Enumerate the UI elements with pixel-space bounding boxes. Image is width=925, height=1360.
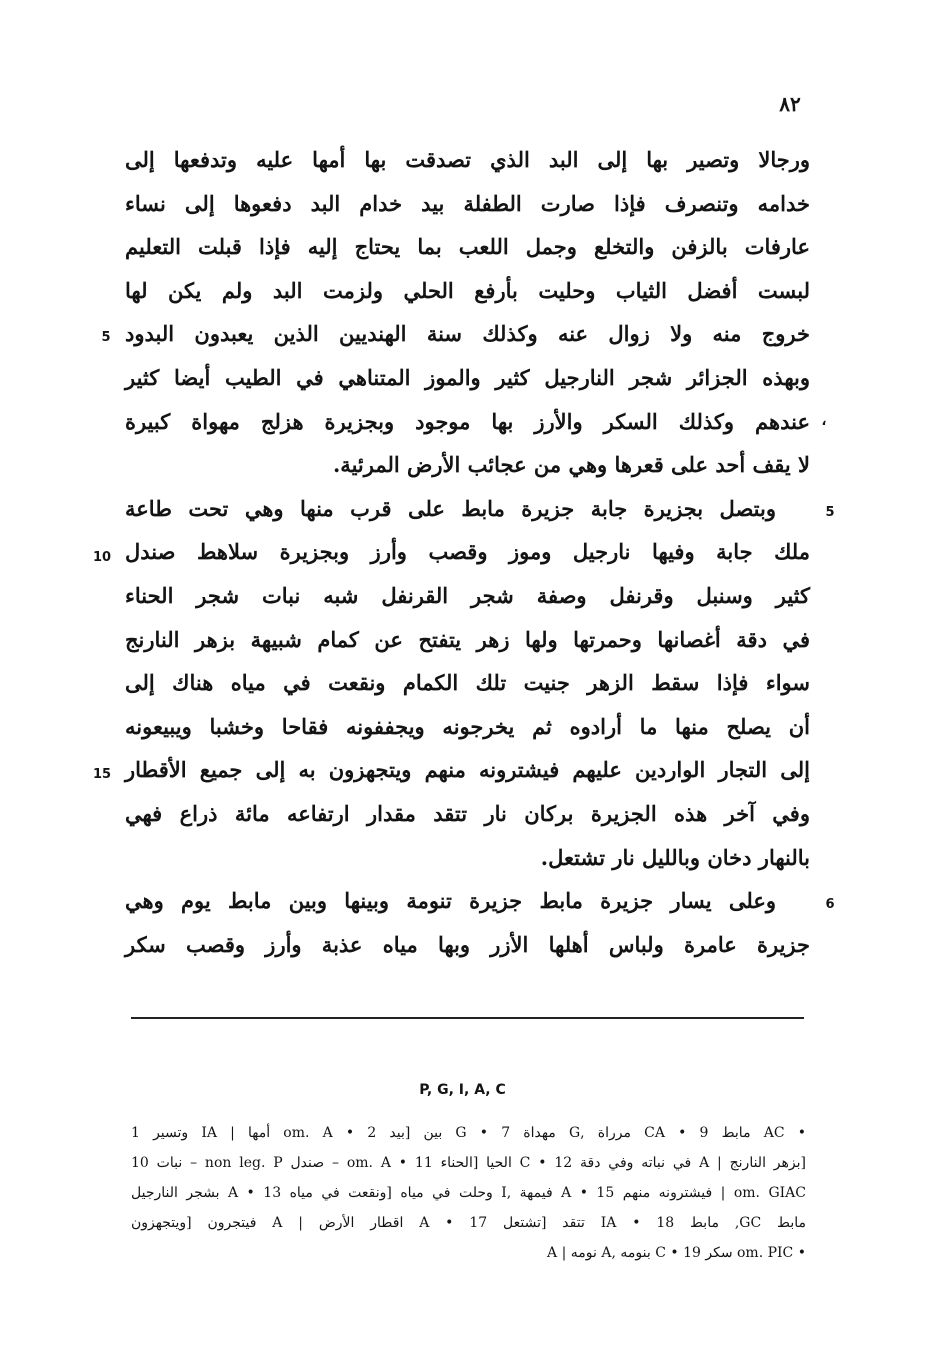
text-line: في دقة أغصانها وحمرتها ولها زهر يتفتح عن كمام شبيهة بزهر النارنج [125, 626, 810, 652]
critical-apparatus [131, 1118, 806, 1268]
text-line: عارفات بالزفن والتخلع وجمل اللعب بما يحتاج إليه فإذا قبلت التعليم [125, 234, 810, 260]
main-text [125, 138, 810, 966]
apparatus-line: • AC مابط 9 • CA مرراة ,G مهداة 7 • G بين [بيد 2 • om. A أمها | IA وتسير 1 [131, 1125, 806, 1141]
paragraph-number-right: 5 [825, 505, 835, 520]
apparatus-line: • om. PIC سكر 19 • C بنومه ,A نومه | A [547, 1245, 806, 1261]
text-line: ورجالا وتصير بها إلى البد الذي تصدقت بها أمها عليه وتدفعها إلى [125, 147, 810, 172]
text-line: بالنهار دخان وبالليل نار تشتعل. [540, 844, 810, 870]
page-number: ٨٢ [779, 92, 801, 116]
text-line: كثير وسنبل وقرنفل وصفة شجر القرنفل شبه نبات شجر الحناء [125, 582, 810, 608]
text-line: عندهم وكذلك السكر والأرز بها موجود وبجزيرة هزلج مهواة كبيرة [125, 408, 810, 434]
text-line: وعلى يسار جزيرة مابط جزيرة تنومة وبينها وبين مابط يوم وهي [125, 888, 776, 914]
line-number-left: 15 [92, 767, 112, 782]
text-line: وبتصل بجزيرة جابة جزيرة مابط على قرب منها وهي تحت طاعة [125, 495, 776, 521]
text-line: خروج منه ولا زوال عنه وكذلك سنة الهنديين الذين يعبدون البدود [125, 321, 810, 347]
text-line: وفي آخر هذه الجزيرة بركان نار تتقد مقدار ارتفاعه مائة ذراع فهي [125, 800, 810, 826]
text-line: أن يصلح منها ما أرادوه ثم يخرجونه ويجففونه فقاحا وخشبا ويبيعونه [125, 713, 810, 739]
text-line: جزيرة عامرة ولباس أهلها الأزر وبها مياه عذبة وأرز وقصب سكر [125, 931, 810, 957]
text-line: لبست أفضل الثياب وحليت بأرفع الحلي ولزمت البد ولم يكن لها [125, 277, 810, 303]
line-number-left: 5 [101, 330, 111, 345]
margin-mark-right: ، [821, 414, 827, 429]
text-line: لا يقف أحد على قعرها وهي من عجائب الأرض المرئية. [333, 452, 810, 478]
apparatus-line: مابط GC, مابط 18 • IA تتقد [تشتعل 17 • A اقطار الأرض | A فيتجرون [ويتجهزون [131, 1215, 806, 1231]
apparatus-sigla: P, G, I, A, C [419, 1082, 506, 1098]
paragraph-number-right: 6 [825, 897, 835, 912]
text-line: إلى التجار الواردين عليهم فيشترونه منهم ويتجهزون به إلى جميع الأقطار [125, 757, 810, 783]
apparatus-line: om. GIAC | فيشترونه منهم 15 • A فيمهة ,I وحلت في مياه [ونقعت في مياه 13 • A بشجر النارجيل [131, 1185, 806, 1201]
line-number-left: 10 [92, 550, 112, 565]
text-line: سواء فإذا سقط الزهر جنيت تلك الكمام ونقعت في مياه هناك إلى [125, 670, 810, 696]
text-line: وبهذه الجزائر شجر النارجيل كثير والموز المتناهي في الطيب أيضا كثير [125, 364, 810, 390]
text-line: خدامه وتنصرف فإذا صارت الطفلة بيد خدام البد دفعوها إلى نساء [125, 190, 810, 216]
apparatus-line: [بزهر النارنج | A في نباته وفي دقة 12 • C الحيا [الحناء 11 • om. A – صندل non leg. P – نبات 10 [131, 1155, 806, 1171]
text-line: ملك جابة وفيها نارجيل وموز وقصب وأرز وبجزيرة سلاهط صندل [125, 539, 810, 565]
footnote-divider [131, 1017, 804, 1019]
